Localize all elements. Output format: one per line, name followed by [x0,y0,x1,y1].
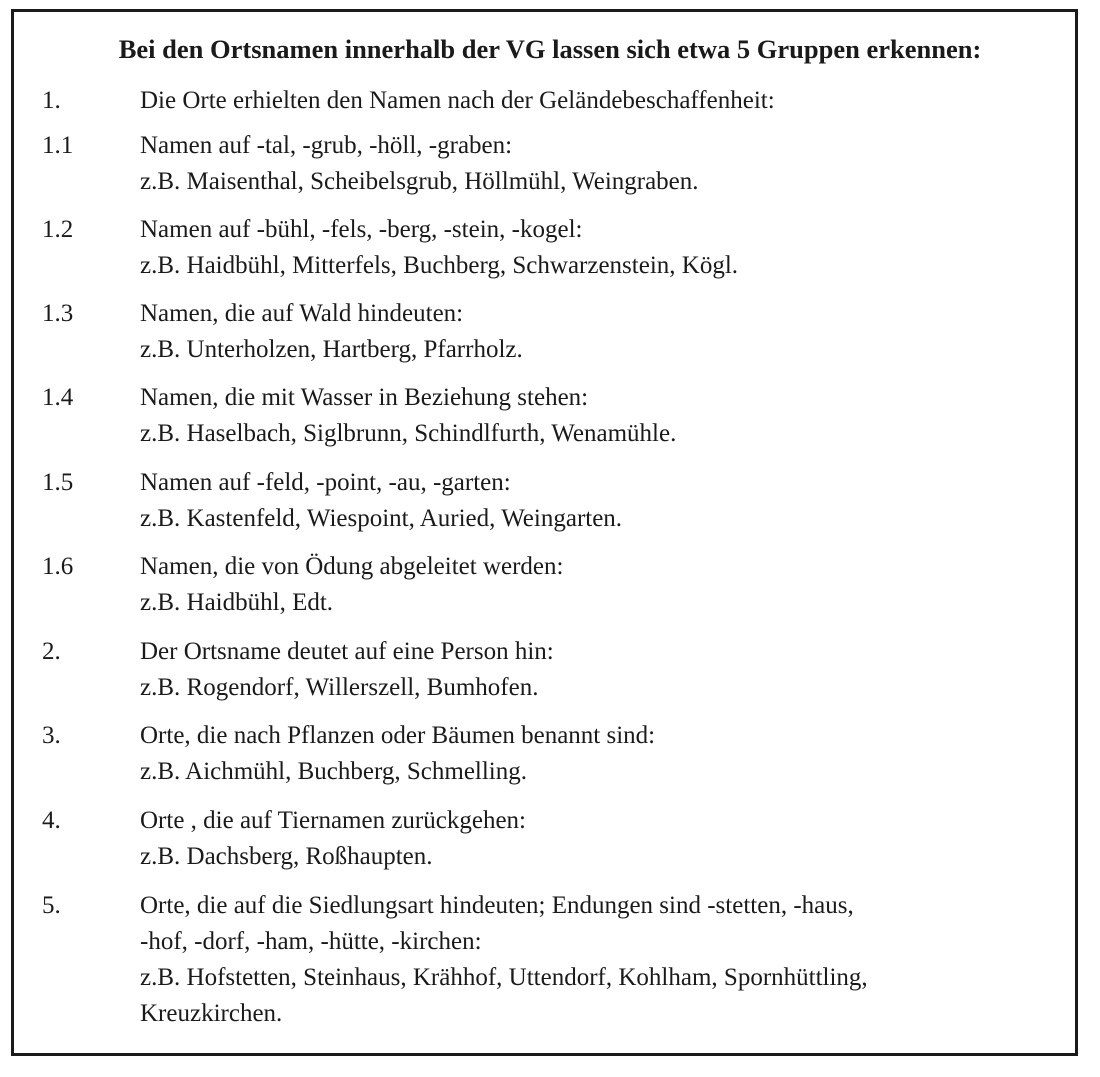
item-text [140,212,738,284]
item-line: Die Orte erhielten den Namen nach der Geländebeschaffenheit: [140,87,775,114]
item-line: Namen auf -tal, -grub, -höll, -graben: [140,132,513,159]
item-number: 3. [42,722,61,749]
item-line: z.B. Rogendorf, Willerszell, Bumhofen. [140,674,539,701]
item-text [140,634,554,706]
item-number: 5. [42,892,61,919]
item-number: 1.1 [42,132,74,159]
item-text [140,380,676,452]
item-line: z.B. Haselbach, Siglbrunn, Schindlfurth, Wenamühle. [140,420,677,447]
item-line: z.B. Unterholzen, Hartberg, Pfarrholz. [140,336,523,363]
item-line: Namen, die auf Wald hindeuten: [140,300,464,327]
item-line: z.B. Haidbühl, Edt. [140,589,334,616]
item-number: 1.4 [42,384,74,411]
item-number: 1.5 [42,469,74,496]
item-number: 1.2 [42,216,74,243]
item-line: -hof, -dorf, -ham, -hütte, -kirchen: [140,928,482,955]
item-line: Orte , die auf Tiernamen zurückgehen: [140,807,526,834]
item-line: Namen, die mit Wasser in Beziehung stehen: [140,384,589,411]
item-number: 1. [42,87,61,114]
item-line: Namen auf -feld, -point, -au, -garten: [140,469,511,496]
item-line: Orte, die nach Pflanzen oder Bäumen benannt sind: [140,722,656,749]
item-number: 2. [42,638,61,665]
item-text [140,549,563,621]
item-line: z.B. Maisenthal, Scheibelsgrub, Höllmühl, Weingraben. [140,168,699,195]
item-text [140,718,655,790]
item-line: z.B. Aichmühl, Buchberg, Schmelling. [140,758,527,785]
item-line: Namen auf -bühl, -fels, -berg, -stein, -kogel: [140,216,583,243]
item-line: z.B. Dachsberg, Roßhaupten. [140,843,433,870]
item-text [140,296,523,368]
item-number: 4. [42,807,61,834]
item-line: z.B. Hofstetten, Steinhaus, Krähhof, Uttendorf, Kohlham, Spornhüttling, [140,964,868,991]
item-text [140,803,526,875]
item-line: z.B. Kastenfeld, Wiespoint, Auried, Weingarten. [140,505,623,532]
item-line: Orte, die auf die Siedlungsart hindeuten; Endungen sind -stetten, -haus, [140,892,854,919]
item-line: Namen, die von Ödung abgeleitet werden: [140,553,564,580]
item-number: 1.6 [42,553,74,580]
item-text [140,465,622,537]
item-line: z.B. Haidbühl, Mitterfels, Buchberg, Schwarzenstein, Kögl. [140,252,739,279]
document-title: Bei den Ortsnamen innerhalb der VG lassen sich etwa 5 Gruppen erkennen: [118,34,982,64]
item-line: Kreuzkirchen. [140,1000,283,1027]
item-text [140,83,775,119]
item-text [140,128,699,200]
item-line: Der Ortsname deutet auf eine Person hin: [140,638,554,665]
item-text [140,888,868,1032]
item-number: 1.3 [42,300,74,327]
